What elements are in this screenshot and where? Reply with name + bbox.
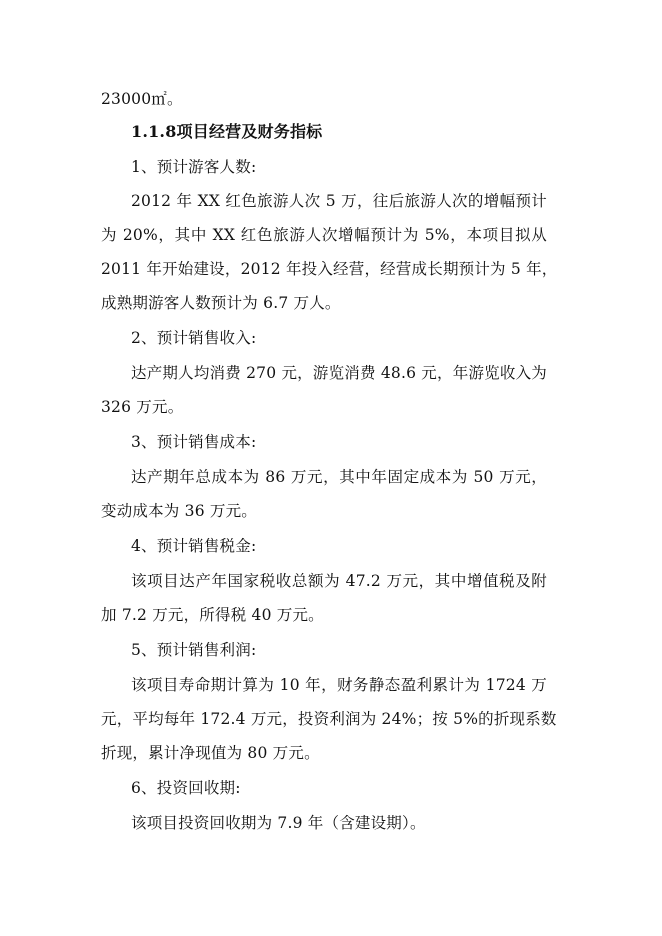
paragraph-line: 2011 年开始建设，2012 年投入经营，经营成长期预计为 5 年， [101,260,558,278]
paragraph-line: 折现，累计净现值为 80 万元。 [101,744,320,762]
area-tail-text: 23000㎡。 [101,90,183,108]
paragraph-line: 326 万元。 [101,398,184,416]
paragraph-line: 变动成本为 36 万元。 [101,502,257,520]
paragraph-line: 成熟期游客人数预计为 6.7 万人。 [101,294,341,312]
section-heading: 1.1.8项目经营及财务指标 [131,122,323,141]
item-title-cost: 3、预计销售成本: [131,433,257,451]
item-title-visitors: 1、预计游客人数: [131,158,257,176]
paragraph-line: 元，平均每年 172.4 万元，投资利润为 24%；按 5%的折现系数 [101,710,557,728]
paragraph-line: 该项目投资回收期为 7.9 年（含建设期）。 [131,814,426,832]
paragraph-line: 该项目寿命期计算为 10 年，财务静态盈利累计为 1724 万 [131,676,547,694]
paragraph-line: 该项目达产年国家税收总额为 47.2 万元，其中增值税及附 [131,572,547,590]
paragraph-line: 加 7.2 万元，所得税 40 万元。 [101,606,324,624]
item-title-revenue: 2、预计销售收入: [131,329,257,347]
paragraph-line: 达产期人均消费 270 元，游览消费 48.6 元，年游览收入为 [131,364,547,382]
paragraph-line: 达产期年总成本为 86 万元，其中年固定成本为 50 万元， [131,468,547,486]
paragraph-line: 2012 年 XX 红色旅游人次 5 万，往后旅游人次的增幅预计 [131,192,547,210]
item-title-tax: 4、预计销售税金: [131,537,257,555]
item-title-payback: 6、投资回收期: [131,779,241,797]
paragraph-line: 为 20%，其中 XX 红色旅游人次增幅预计为 5%，本项目拟从 [101,226,547,244]
item-title-profit: 5、预计销售利润: [131,641,257,659]
